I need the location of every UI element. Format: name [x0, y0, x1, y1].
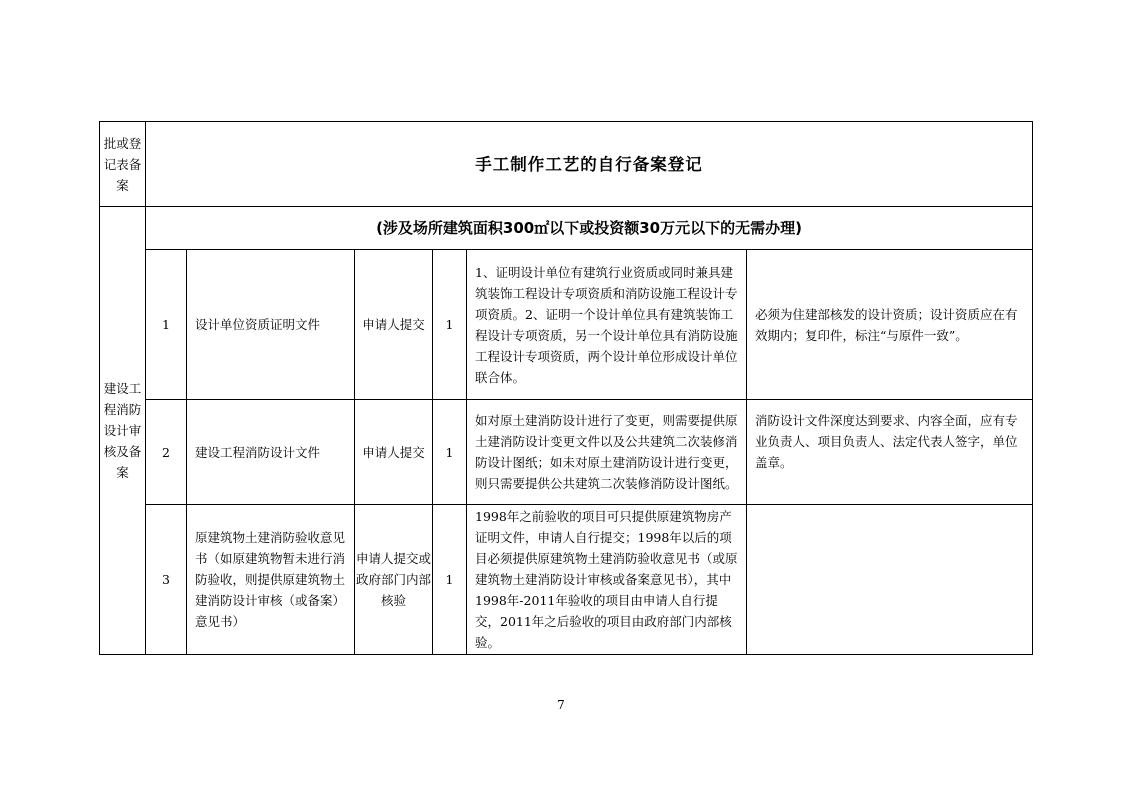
material-requirement: 1998年之前验收的项目可只提供原建筑物房产证明文件，申请人自行提交；1998年以后的项目必须提供原建筑物土建消防验收意见书（或原建筑物土建消防设计审核或备案意见书），其中1998年-2011年验收的项目由申请人自行提交，2011年之后验收的项目由政府部门内部核验。	[467, 505, 747, 655]
material-name: 设计单位资质证明文件	[187, 250, 355, 400]
material-requirement: 如对原土建消防设计进行了变更，则需要提供原土建消防设计变更文件以及公共建筑二次装修消防设计图纸；如未对原土建消防设计进行变更，则只需要提供公共建筑二次装修消防设计图纸。	[467, 400, 747, 505]
material-remark: 消防设计文件深度达到要求、内容全面，应有专业负责人、项目负责人、法定代表人签字，单位盖章。	[747, 400, 1033, 505]
table-row	[100, 400, 1033, 505]
material-requirement: 1、证明设计单位有建筑行业资质或同时兼具建筑装饰工程设计专项资质和消防设施工程设计专项资质。2、证明一个设计单位具有建筑装饰工程设计专项资质，另一个设计单位具有消防设施工程设计专项资质，两个设计单位形成设计单位联合体。	[467, 250, 747, 400]
material-source: 申请人提交	[355, 250, 433, 400]
material-source: 申请人提交或政府部门内部核验	[355, 505, 433, 655]
table-row	[100, 505, 1033, 655]
row-number: 3	[146, 505, 187, 655]
page-number: 7	[557, 698, 565, 712]
copies-count: 1	[433, 505, 467, 655]
note-row	[100, 207, 1033, 250]
form-title: 手工制作工艺的自行备案登记	[146, 122, 1033, 207]
header-category-cell: 批或登记表备案	[100, 122, 146, 207]
material-remark: 必须为住建部核发的设计资质；设计资质应在有效期内；复印件，标注“与原件一致”。	[747, 250, 1033, 400]
header-row	[100, 122, 1033, 207]
exemption-note: (涉及场所建筑面积300㎡以下或投资额30万元以下的无需办理)	[146, 207, 1033, 250]
material-source: 申请人提交	[355, 400, 433, 505]
section-category-cell: 建设工程消防设计审核及备案	[100, 207, 146, 655]
copies-count: 1	[433, 250, 467, 400]
copies-count: 1	[433, 400, 467, 505]
row-number: 1	[146, 250, 187, 400]
material-name: 建设工程消防设计文件	[187, 400, 355, 505]
material-remark	[747, 505, 1033, 655]
requirements-table	[99, 121, 1033, 655]
table-row	[100, 250, 1033, 400]
material-name: 原建筑物土建消防验收意见书（如原建筑物暂未进行消防验收，则提供原建筑物土建消防设计审核（或备案）意见书）	[187, 505, 355, 655]
row-number: 2	[146, 400, 187, 505]
